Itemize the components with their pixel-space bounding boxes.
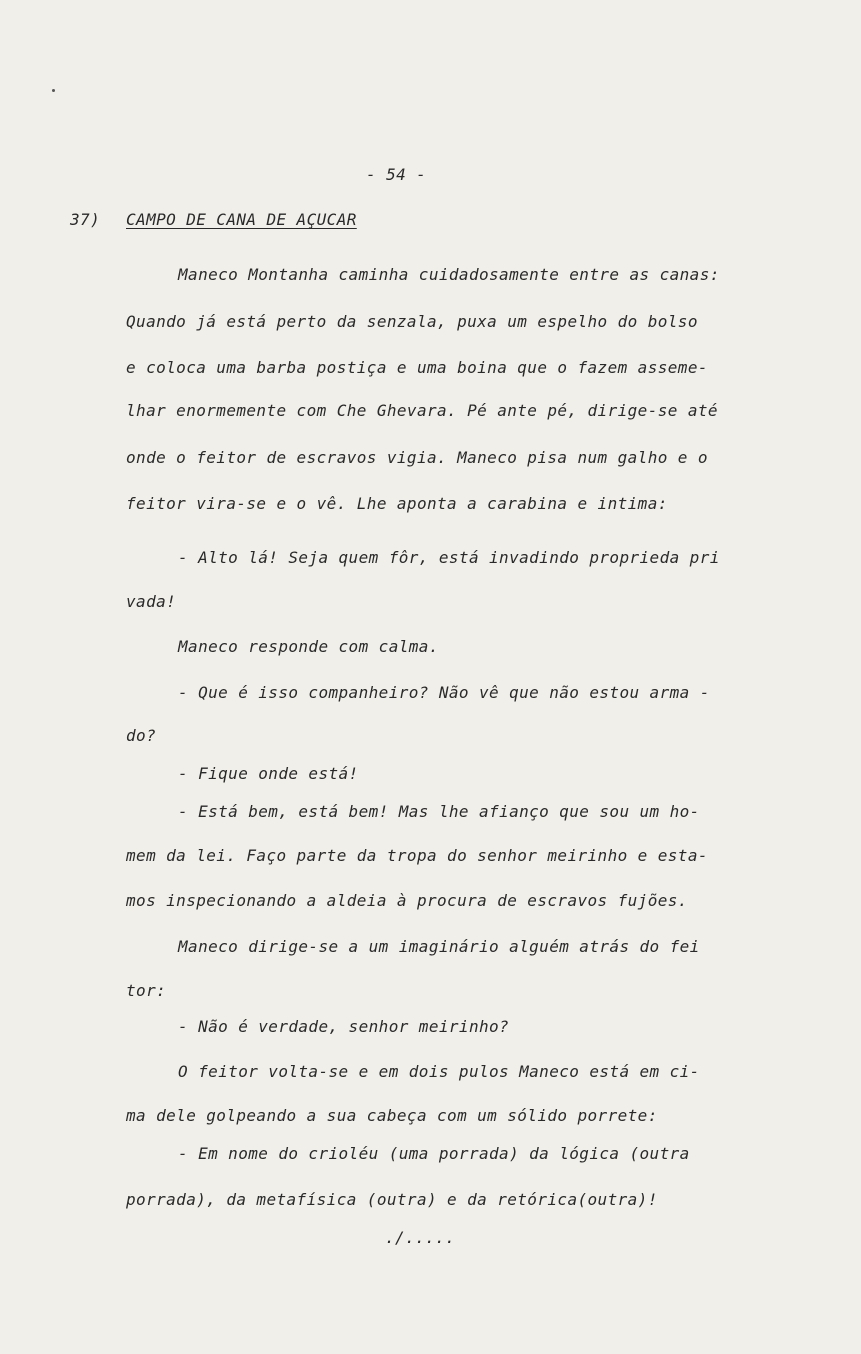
text-line: e coloca uma barba postiça e uma boina que o fazem asseme- bbox=[126, 358, 708, 377]
text-line: - Que é isso companheiro? Não vê que não estou arma - bbox=[178, 683, 710, 702]
text-line: tor: bbox=[126, 981, 167, 1000]
text-line: Maneco dirige-se a um imaginário alguém atrás do fei bbox=[178, 937, 700, 956]
text-line: O feitor volta-se e em dois pulos Maneco está em ci- bbox=[178, 1062, 700, 1081]
text-line: do? bbox=[126, 726, 157, 745]
text-line: - Fique onde está! bbox=[178, 764, 359, 783]
scene-title: CAMPO DE CANA DE AÇUCAR bbox=[126, 210, 357, 229]
text-line: mos inspecionando a aldeia à procura de escravos fujões. bbox=[126, 891, 688, 910]
page-number: - 54 - bbox=[366, 165, 427, 184]
text-line: - Em nome do crioléu (uma porrada) da lógica (outra bbox=[178, 1144, 690, 1163]
text-line: - Não é verdade, senhor meirinho? bbox=[178, 1017, 510, 1036]
text-line: onde o feitor de escravos vigia. Maneco pisa num galho e o bbox=[126, 448, 708, 467]
continuation-mark: ./..... bbox=[385, 1228, 456, 1247]
text-line: Maneco Montanha caminha cuidadosamente entre as canas: bbox=[178, 265, 720, 284]
text-line: mem da lei. Faço parte da tropa do senhor meirinho e esta- bbox=[126, 846, 708, 865]
scene-number: 37) bbox=[70, 210, 101, 229]
stray-mark bbox=[52, 89, 55, 92]
text-line: - Alto lá! Seja quem fôr, está invadindo proprieda pri bbox=[178, 548, 720, 567]
text-line: feitor vira-se e o vê. Lhe aponta a carabina e intima: bbox=[126, 494, 668, 513]
text-line: vada! bbox=[126, 592, 177, 611]
text-line: Quando já está perto da senzala, puxa um espelho do bolso bbox=[126, 312, 698, 331]
text-line: lhar enormemente com Che Ghevara. Pé ante pé, dirige-se até bbox=[126, 401, 718, 420]
text-line: ma dele golpeando a sua cabeça com um sólido porrete: bbox=[126, 1106, 658, 1125]
text-line: porrada), da metafísica (outra) e da retórica(outra)! bbox=[126, 1190, 658, 1209]
text-line: - Está bem, está bem! Mas lhe afianço que sou um ho- bbox=[178, 802, 700, 821]
text-line: Maneco responde com calma. bbox=[178, 637, 439, 656]
